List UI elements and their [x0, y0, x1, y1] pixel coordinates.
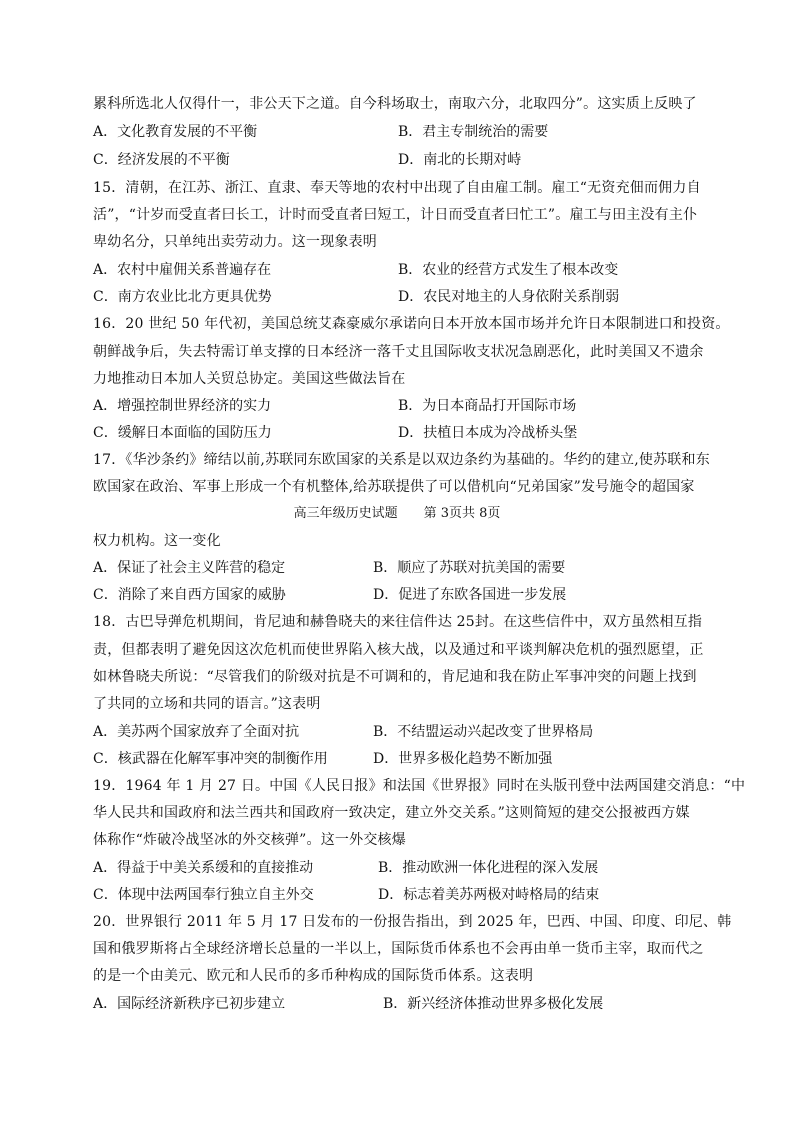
q16-option-b: B．为日本商品打开国际市场 [398, 398, 577, 414]
q19-option-a: A．得益于中美关系缓和的直接推动 [93, 860, 314, 876]
q15-option-b: B．农业的经营方式发生了根本改变 [398, 262, 619, 278]
q17-option-c: C．消除了来自西方国家的威胁 [93, 587, 286, 603]
q16-option-a: A．增强控制世界经济的实力 [93, 398, 272, 414]
q18-option-c: C．核武器在化解军事冲突的制衡作用 [93, 751, 328, 767]
q18-option-d: D．世界多极化趋势不断加强 [373, 751, 553, 767]
q14-option-b: B．君主专制统治的需要 [398, 124, 549, 140]
q15-option-a: A．农村中雇佣关系普遍存在 [93, 262, 272, 278]
q20-line-1: 20．世界银行 2011 年 5 月 17 日发布的一份报告指出，到 2025 年，巴西、中国、印度、印尼、韩 [93, 914, 732, 930]
page-footer: 高三年级历史试题 第 3页共 8页 [293, 506, 501, 521]
q16-line-3: 力地推动日本加人关贸总协定。美国这些做法旨在 [93, 371, 406, 387]
q14-option-d: D．南北的长期对峙 [398, 152, 522, 168]
q15-option-d: D．农民对地主的人身依附关系削弱 [398, 289, 620, 305]
q17-line-2: 欧国家在政治、军事上形成一个有机整体,给苏联提供了可以借机向“兄弟国家”发号施令的超国家 [93, 479, 695, 495]
q18-line-4: 了共同的立场和共同的语言。”这表明 [93, 696, 321, 712]
q18-line-1: 18．古巴导弹危机期间，肯尼迪和赫鲁晓夫的来往信件达 25封。在这些信件中，双方虽然相互指 [93, 614, 703, 630]
q19-line-2: 华人民共和国政府和法兰西共和国政府一致决定，建立外交关系。”这则简短的建交公报被西方媒 [93, 805, 690, 821]
q17-option-a: A．保证了社会主义阵营的稳定 [93, 560, 286, 576]
q17-option-d: D．促进了东欧各国进一步发展 [373, 587, 567, 603]
q15-line-3: 卑幼名分，只单纯出卖劳动力。这一现象表明 [93, 234, 377, 250]
q19-option-b: B．推动欧洲一体化进程的深入发展 [378, 860, 599, 876]
q16-option-d: D．扶植日本成为冷战桥头堡 [398, 425, 578, 441]
q14-option-a: A．文化教育发展的不平衡 [93, 124, 258, 140]
q18-line-3: 如林鲁晓夫所说：“尽管我们的阶级对抗是不可调和的，肯尼迪和我在防止军事冲突的问题上找到 [93, 669, 697, 685]
q17-option-b: B．顺应了苏联对抗美国的需要 [373, 560, 566, 576]
q19-line-1: 19．1964 年 1 月 27 日。中国《人民日报》和法国《世界报》同时在头版刊登中法两国建交消息：“中 [93, 778, 746, 794]
q16-line-2: 朝鲜战争后，失去特需订单支撑的日本经济一落千丈且国际收支状况急剧恶化，此时美国又不遗余 [93, 344, 704, 360]
q16-line-1: 16．20 世纪 50 年代初，美国总统艾森豪威尔承诺向日本开放本国市场并允许日本限制进口和投资。 [93, 316, 730, 332]
q14-text: 累科所选北人仅得什一，非公天下之道。自今科场取士，南取六分，北取四分”。这实质上反映了 [93, 96, 697, 112]
q17-line-3: 权力机构。这一变化 [93, 533, 221, 549]
q15-line-1: 15．清朝，在江苏、浙江、直隶、奉天等地的农村中出现了自由雇工制。雇工“无资充佃而佣力自 [93, 180, 701, 196]
q18-line-2: 责，但都表明了避免因这次危机而使世界陷入核大战，以及通过和平谈判解决危机的强烈愿望，正 [93, 642, 704, 658]
q19-option-c: C．体现中法两国奉行独立自主外交 [93, 887, 314, 903]
q15-line-2: 活”，“计岁而受直者曰长工，计时而受直者曰短工，计日而受直者曰忙工”。雇工与田主没有主仆 [93, 207, 698, 223]
q18-option-b: B．不结盟运动兴起改变了世界格局 [373, 724, 594, 740]
q18-option-a: A．美苏两个国家放弃了全面对抗 [93, 724, 300, 740]
q16-option-c: C．缓解日本面临的国防压力 [93, 425, 272, 441]
q17-line-1: 17．《华沙条约》缔结以前,苏联同东欧国家的关系是以双边条约为基础的。华约的建立,使苏联和东 [93, 452, 710, 468]
q20-option-a: A．国际经济新秩序已初步建立 [93, 996, 286, 1012]
q19-option-d: D．标志着美苏两极对峙格局的结束 [378, 887, 600, 903]
q15-option-c: C．南方农业比北方更具优势 [93, 289, 272, 305]
q20-line-3: 的是一个由美元、欧元和人民币的多币种构成的国际货币体系。这表明 [93, 968, 534, 984]
q20-option-b: B．新兴经济体推动世界多极化发展 [383, 996, 604, 1012]
q20-line-2: 国和俄罗斯将占全球经济增长总量的一半以上，国际货币体系也不会再由单一货币主宰，取而代之 [93, 941, 704, 957]
q14-option-c: C．经济发展的不平衡 [93, 152, 230, 168]
q19-line-3: 体称作“炸破冷战坚冰的外交核弹”。这一外交核爆 [93, 832, 406, 848]
